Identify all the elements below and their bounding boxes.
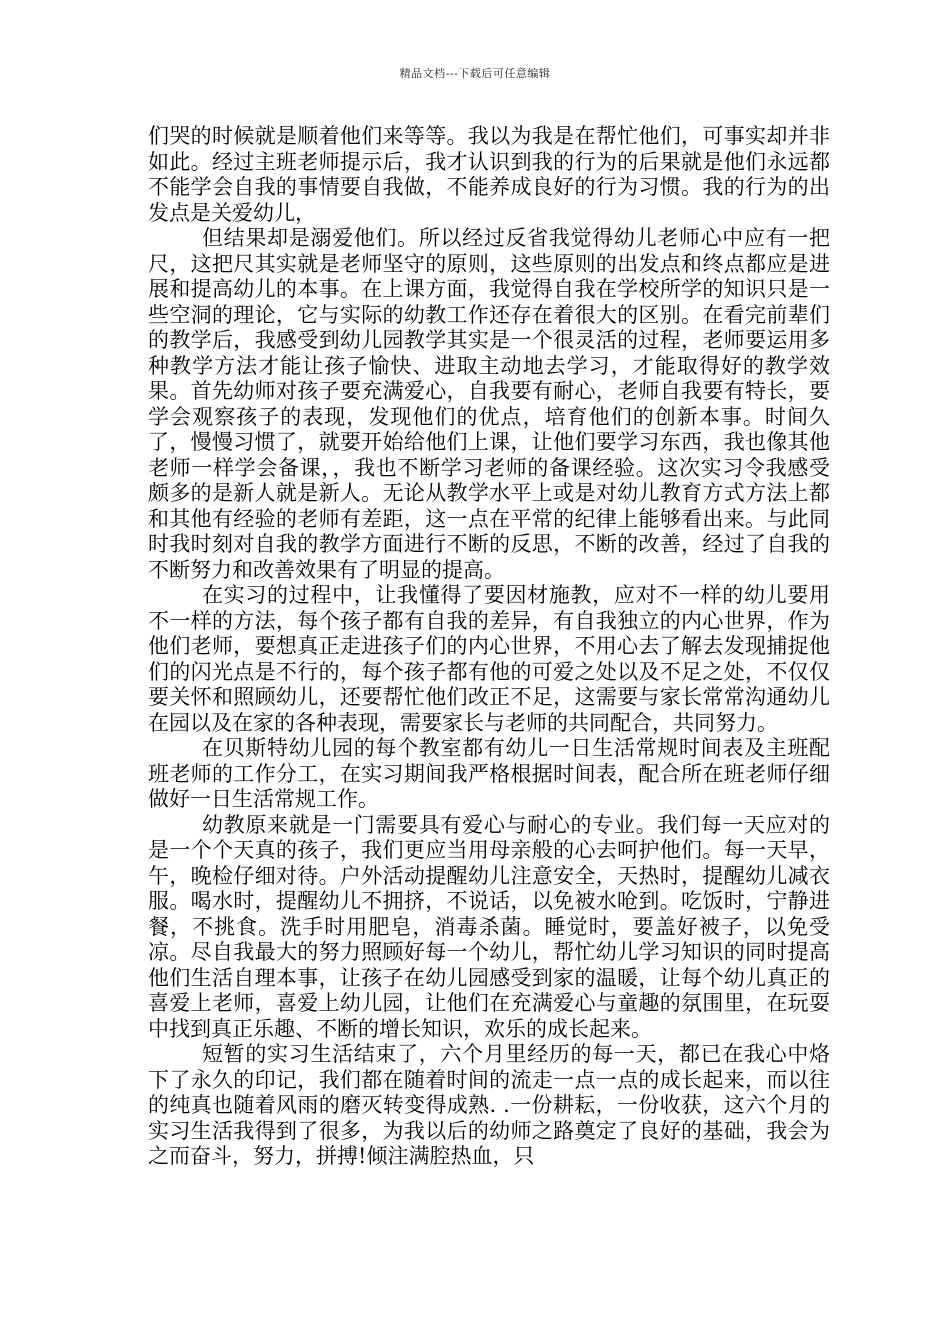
page-header: 精品文档---下载后可任意编辑 — [399, 67, 551, 80]
paragraph-6: 短暂的实习生活结束了，六个月里经历的每一天，都已在我心中烙下了永久的印记，我们都在随着时间的流走一点一点的成长起来，而以往的纯真也随着风雨的磨灭转变得成熟. .一份耕耘，一份收获，这六个月的实习生活我得到了很多，为我以后的幼师之路奠定了良好的基础，我会为之而奋斗，努力，拼搏!倾注满腔热血，只 — [148, 1042, 830, 1168]
paragraph-3: 在实习的过程中，让我懂得了要因材施教，应对不一样的幼儿要用不一样的方法，每个孩子都有自我的差异，有自我独立的内心世界，作为他们老师，要想真正走进孩子们的内心世界，不用心去了解去发现捕捉他们的闪光点是不行的，每个孩子都有他的可爱之处以及不足之处，不仅仅要关怀和照顾幼儿，还要帮忙他们改正不足，这需要与家长常常沟通幼儿在园以及在家的各种表现，需要家长与老师的共同配合，共同努力。 — [148, 583, 830, 735]
document-body — [148, 124, 830, 1170]
paragraph-1: 们哭的时候就是顺着他们来等等。我以为我是在帮忙他们，可事实却并非如此。经过主班老师提示后，我才认识到我的行为的后果就是他们永远都不能学会自我的事情要自我做，不能养成良好的行为习惯。我的行为的出发点是关爱幼儿， — [148, 124, 830, 225]
paragraph-5: 幼教原来就是一门需要具有爱心与耐心的专业。我们每一天应对的是一个个天真的孩子，我们更应当用母亲般的心去呵护他们。每一天早，午，晚检仔细对待。户外活动提醒幼儿注意安全，天热时，提醒幼儿减衣服。喝水时，提醒幼儿不拥挤，不说话，以免被水呛到。吃饭时，宁静进餐，不挑食。洗手时用肥皂，消毒杀菌。睡觉时，要盖好被子，以免受凉。尽自我最大的努力照顾好每一个幼儿，帮忙幼儿学习知识的同时提高他们生活自理本事，让孩子在幼儿园感受到家的温暖，让每个幼儿真正的喜爱上老师，喜爱上幼儿园，让他们在充满爱心与童趣的氛围里，在玩耍中找到真正乐趣、不断的增长知识，欢乐的成长起来。 — [148, 812, 830, 1041]
paragraph-4: 在贝斯特幼儿园的每个教室都有幼儿一日生活常规时间表及主班配班老师的工作分工，在实习期间我严格根据时间表，配合所在班老师仔细做好一日生活常规工作。 — [148, 736, 830, 811]
paragraph-2: 但结果却是溺爱他们。所以经过反省我觉得幼儿老师心中应有一把尺，这把尺其实就是老师坚守的原则，这些原则的出发点和终点都应是进展和提高幼儿的本事。在上课方面，我觉得自我在学校所学的知识只是一些空洞的理论，它与实际的幼教工作还存在着很大的区别。在看完前辈们的教学后，我感受到幼儿园教学其实是一个很灵活的过程，老师要运用多种教学方法才能让孩子愉快、进取主动地去学习，才能取得好的教学效果。首先幼师对孩子要充满爱心，自我要有耐心，老师自我要有特长，要学会观察孩子的表现，发现他们的优点，培育他们的创新本事。时间久了，慢慢习惯了，就要开始给他们上课，让他们要学习东西，我也像其他老师一样学会备课，，我也不断学习老师的备课经验。这次实习令我感受颇多的是新人就是新人。无论从教学水平上或是对幼儿教育方式方法上都和其他有经验的老师有差距，这一点在平常的纪律上能够看出来。与此同时我时刻对自我的教学方面进行不断的反思，不断的改善，经过了自我的不断努力和改善效果有了明显的提高。 — [148, 226, 830, 582]
